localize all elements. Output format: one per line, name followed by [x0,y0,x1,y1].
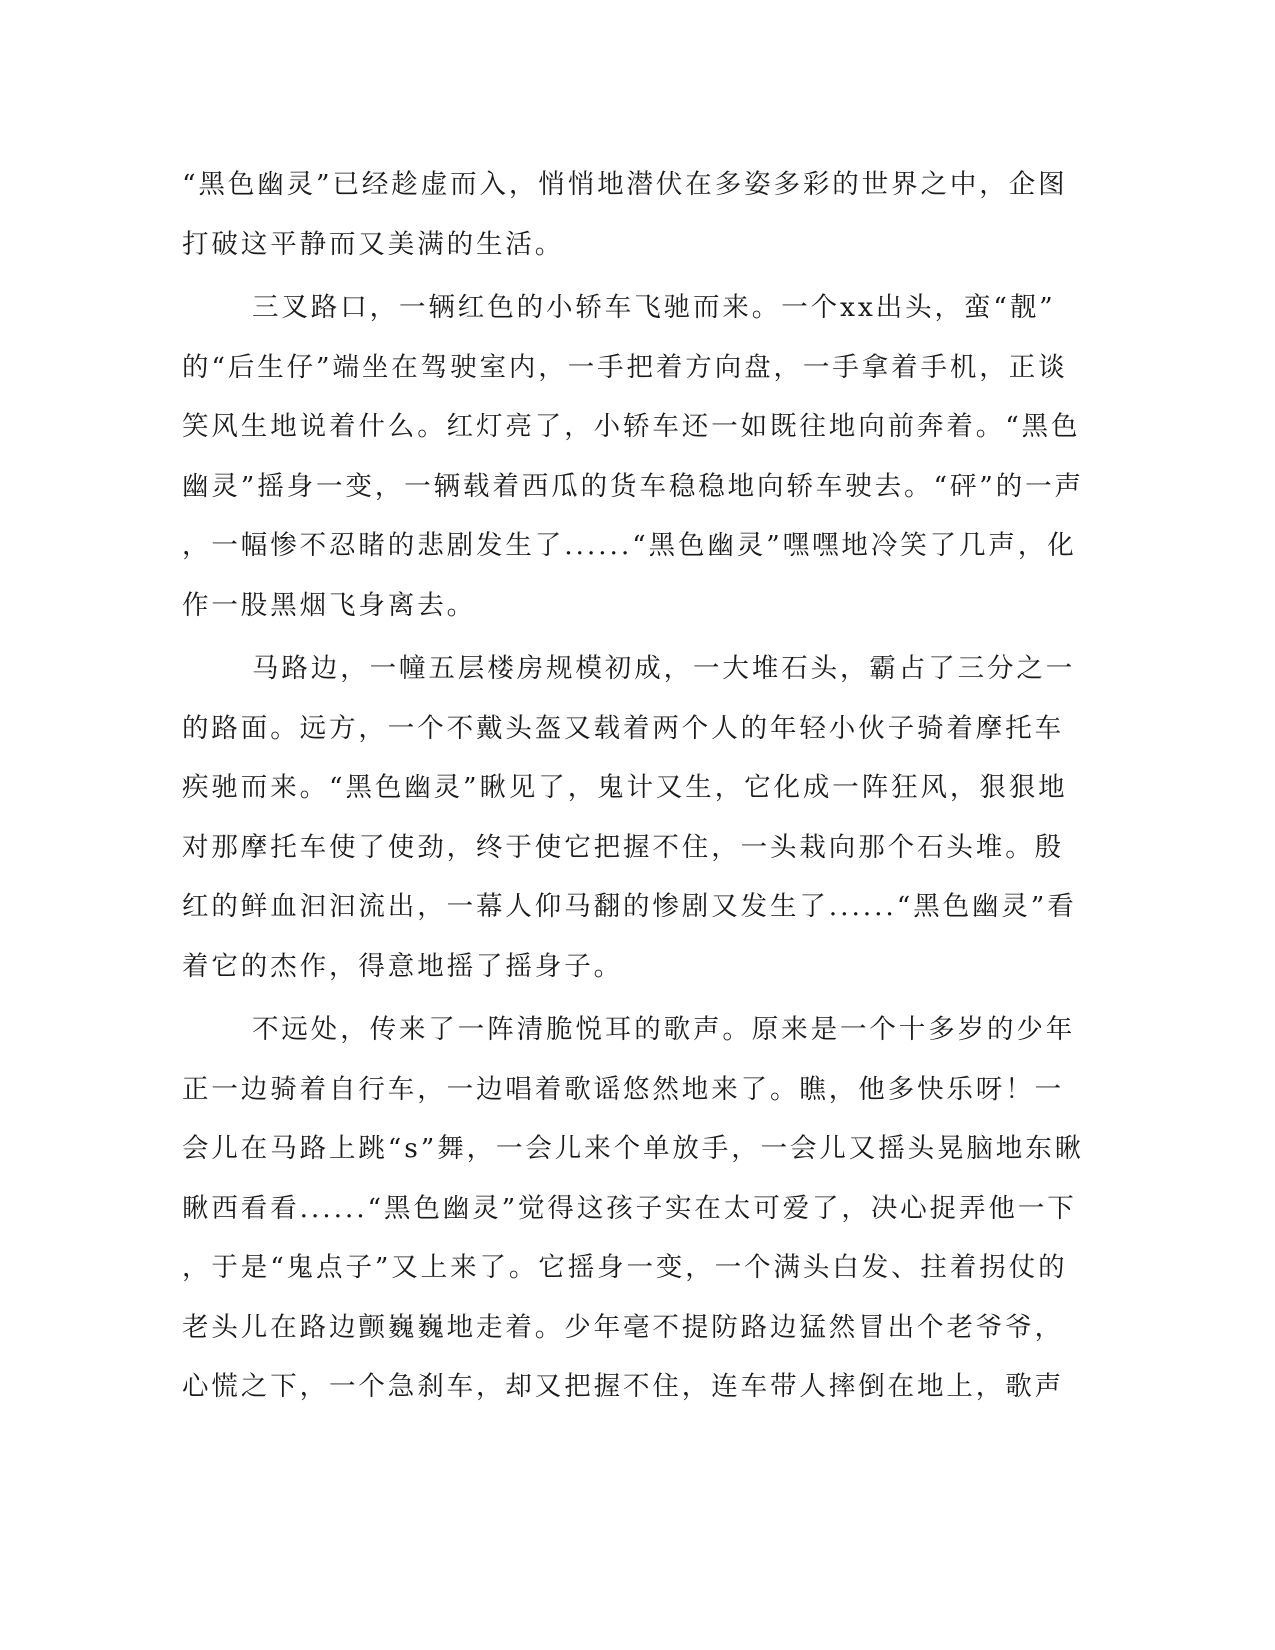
text-line: 正一边骑着自行车，一边唱着歌谣悠然地来了。瞧，他多快乐呀！一 [182,1073,1064,1105]
text-line: 三叉路口，一辆红色的小轿车飞驰而来。一个xx出头，蛮“靓” [252,292,1056,323]
text-line: 作一股黑烟飞身离去。 [182,589,476,621]
text-line: 笑风生地说着什么。红灯亮了，小轿车还一如既往地向前奔着。“黑色 [182,411,1081,442]
document-body [182,155,1084,1417]
text-line: 打破这平静而又美满的生活。 [182,228,565,260]
text-line: 老头儿在路边颤巍巍地走着。少年毫不提防路边猛然冒出个老爷爷， [182,1311,1064,1343]
paragraph-2 [182,278,1084,635]
text-line: 对那摩托车使了使劲，终于使它把握不住，一头栽向那个石头堆。殷 [182,831,1064,863]
text-line: “黑色幽灵”已经趁虚而入，悄悄地潜伏在多姿多彩的世界之中，企图 [182,169,1068,200]
text-line: 心慌之下，一个急刹车，却又把握不住，连车带人摔倒在地上，歌声 [182,1371,1064,1402]
paragraph-3 [182,639,1077,996]
text-line: 马路边，一幢五层楼房规模初成，一大堆石头，霸占了三分之一 [252,653,1076,684]
text-line: 红的鲜血汩汩流出，一幕人仰马翻的惨剧又发生了......“黑色幽灵”看 [182,891,1077,922]
text-line: ，于是“鬼点子”又上来了。它摇身一变，一个满头白发、拄着拐仗的 [182,1252,1068,1283]
text-line: 的“后生仔”端坐在驾驶室内，一手把着方向盘，一手拿着手机，正谈 [182,351,1068,383]
paragraph-1 [182,155,1068,274]
text-line: 会儿在马路上跳“s”舞，一会儿来个单放手，一会儿又摇头晃脑地东瞅 [182,1133,1084,1164]
text-line: ，一幅惨不忍睹的悲剧发生了......“黑色幽灵”嘿嘿地冷笑了几声，化 [182,530,1077,561]
text-line: 不远处，传来了一阵清脆悦耳的歌声。原来是一个十多岁的少年 [252,1014,1076,1045]
paragraph-4 [182,1000,1084,1417]
text-line: 着它的杰作，得意地摇了摇身子。 [182,950,623,982]
text-line: 幽灵”摇身一变，一辆载着西瓜的货车稳稳地向轿车驶去。“砰”的一声 [182,470,1084,502]
text-line: 瞅西看看......“黑色幽灵”觉得这孩子实在太可爱了，决心捉弄他一下 [182,1192,1077,1224]
text-line: 的路面。远方，一个不戴头盔又载着两个人的年轻小伙子骑着摩托车 [182,712,1064,744]
text-line: 疾驰而来。“黑色幽灵”瞅见了，鬼计又生，它化成一阵狂风，狠狠地 [182,772,1068,803]
